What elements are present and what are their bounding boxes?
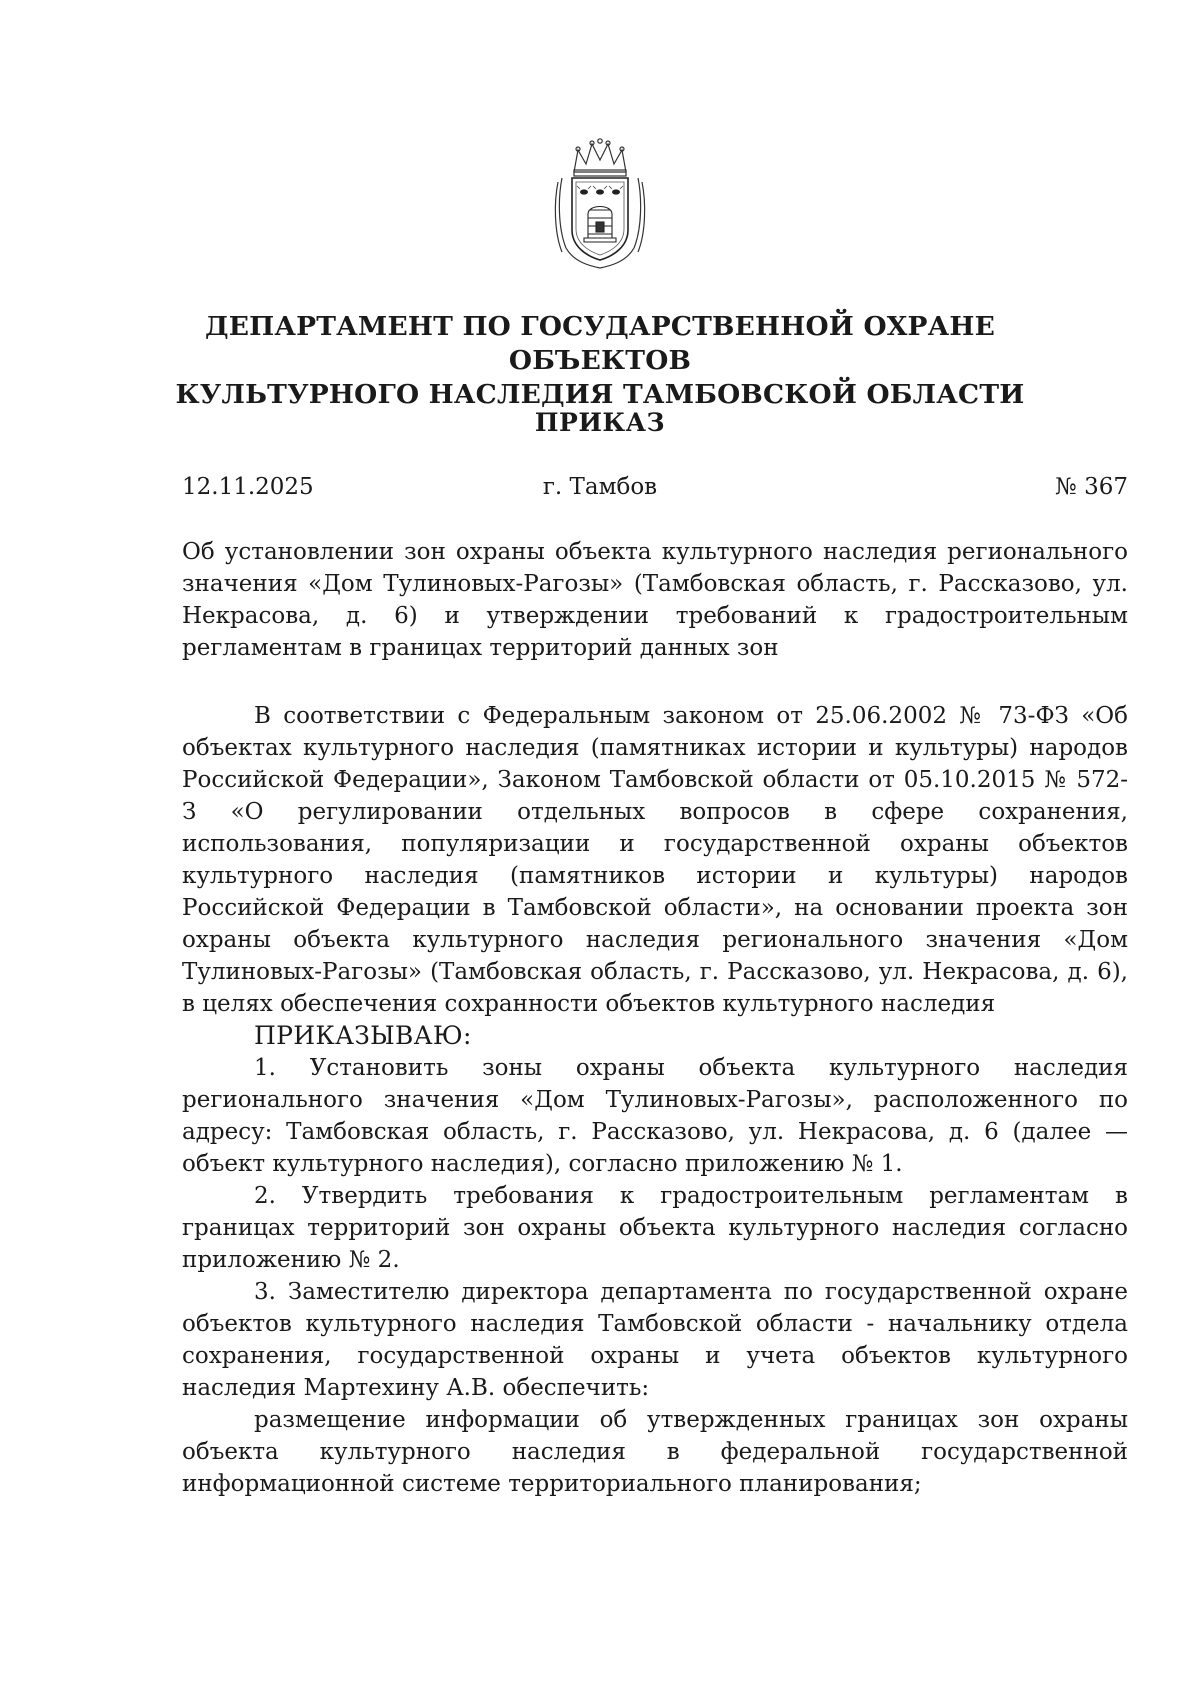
order-subject: Об установлении зон охраны объекта культурного наследия регионального значения «Дом Тулиновых-Рагозы» (Тамбовская область, г. Рассказово, ул. Некрасова, д. 6) и утверждении требований к градостроительным регламентам в границах территорий данных зон — [182, 539, 1128, 661]
department-line-1: ДЕПАРТАМЕНТ ПО ГОСУДАРСТВЕННОЙ ОХРАНЕ ОБЪЕКТОВ — [204, 311, 996, 376]
order-body — [182, 700, 1128, 1500]
item-2-paragraph: 2. Утвердить требования к градостроительным регламентам в границах территорий зон охраны объекта культурного наследия согласно приложению № 2. — [182, 1183, 1128, 1273]
department-name — [150, 310, 1050, 412]
order-number: № 367 — [1055, 474, 1128, 500]
order-city: г. Тамбов — [542, 474, 658, 500]
department-line-2: КУЛЬТУРНОГО НАСЛЕДИЯ ТАМБОВСКОЙ ОБЛАСТИ — [175, 379, 1025, 410]
order-word: ПРИКАЗЫВАЮ: — [254, 1021, 472, 1050]
item-1-paragraph: 1. Установить зоны охраны объекта культурного наследия регионального значения «Дом Тулиновых-Рагозы», расположенного по адресу: Тамбовская область, г. Рассказово, ул. Некрасова, д. 6 (далее — объект культурного наследия), согласно приложению № 1. — [182, 1055, 1128, 1177]
item-3-paragraph: 3. Заместителю директора департамента по государственной охране объектов культурного наследия Тамбовской области - начальнику отдела сохранения, государственной охраны и учета объектов культурного наследия Мартехину А.В. обеспечить: — [182, 1279, 1128, 1401]
preamble-paragraph: В соответствии с Федеральным законом от 25.06.2002 № 73-ФЗ «Об объектах культурного наследия (памятниках истории и культуры) народов Российской Федерации», Законом Тамбовской области от 05.10.2015 № 572-З «О регулировании отдельных вопросов в сфере сохранения, использования, популяризации и государственной охраны объектов культурного наследия (памятников истории и культуры) народов Российской Федерации в Тамбовской области», на основании проекта зон охраны объекта культурного наследия регионального значения «Дом Тулиновых-Рагозы» (Тамбовская область, г. Рассказово, ул. Некрасова, д. 6), в целях обеспечения сохранности объектов культурного наследия — [182, 703, 1128, 1017]
coat-of-arms-emblem — [552, 138, 648, 270]
order-date: 12.11.2025 — [182, 474, 314, 500]
item-3-subitem-1: размещение информации об утвержденных границах зон охраны объекта культурного наследия в федеральной государственной информационной системе территориального планирования; — [182, 1407, 1128, 1497]
document-type-title: ПРИКАЗ — [534, 408, 666, 437]
coat-of-arms-icon — [552, 138, 648, 270]
